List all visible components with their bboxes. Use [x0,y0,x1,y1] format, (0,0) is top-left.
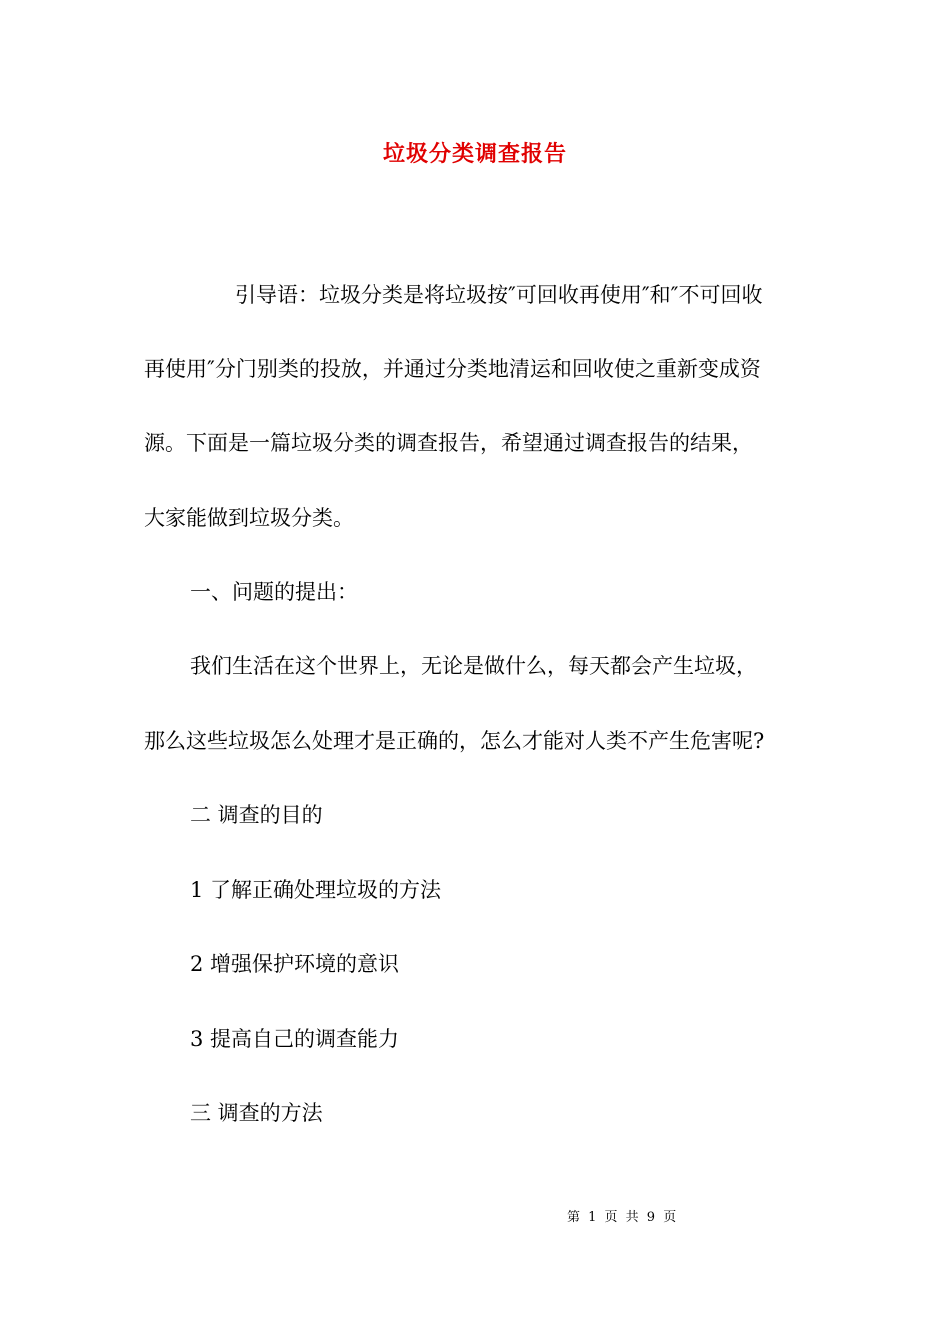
section-1-heading: 一、问题的提出： [190,580,358,604]
intro-line-4: 大家能做到垃圾分类。 [144,506,354,530]
goal-item-3: 3 提高自己的调查能力 [190,1027,400,1051]
intro-line-2: 再使用″分门别类的投放，并通过分类地清运和回收使之重新变成资 [144,357,761,381]
page-number-footer: 第 1 页 共 9 页 [567,1210,679,1225]
intro-line-3: 源。下面是一篇垃圾分类的调查报告，希望通过调查报告的结果， [144,431,753,455]
section-3-heading: 三 调查的方法 [190,1101,323,1125]
goal-item-2: 2 增强保护环境的意识 [190,952,400,976]
section-1-line-1: 我们生活在这个世界上，无论是做什么，每天都会产生垃圾， [190,654,757,678]
intro-line-1: 引导语：垃圾分类是将垃圾按″可回收再使用″和″不可回收 [235,283,763,307]
section-1-line-2: 那么这些垃圾怎么处理才是正确的，怎么才能对人类不产生危害呢? [144,729,765,753]
section-2-heading: 二 调查的目的 [190,803,323,827]
document-title: 垃圾分类调查报告 [382,141,567,167]
goal-item-1: 1 了解正确处理垃圾的方法 [190,878,442,902]
